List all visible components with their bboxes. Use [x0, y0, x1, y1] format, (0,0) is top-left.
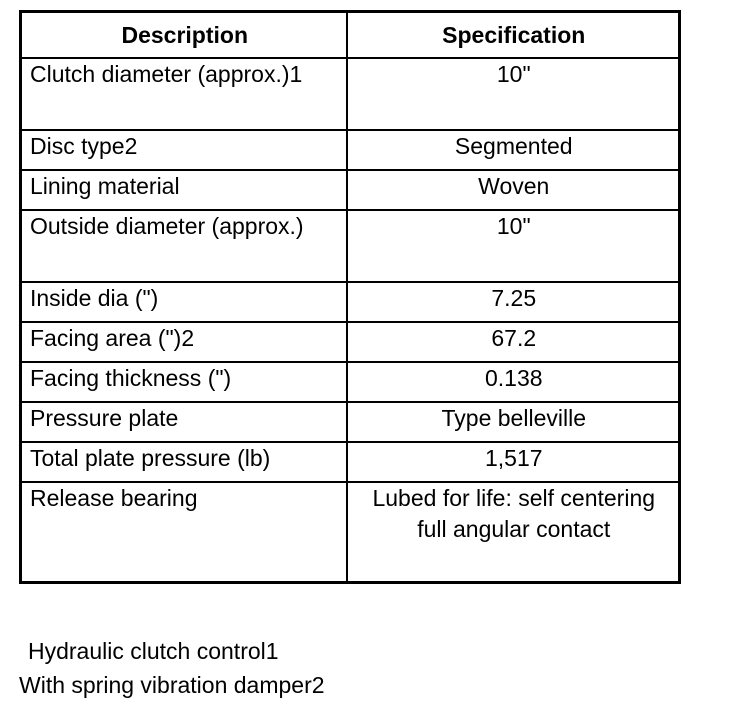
table-row	[21, 58, 680, 130]
specification-cell: Type belleville	[347, 402, 680, 442]
footnotes	[19, 634, 325, 702]
specification-cell: Segmented	[347, 130, 680, 170]
table-row	[21, 210, 680, 282]
description-cell: Outside diameter (approx.)	[21, 210, 347, 282]
specification-cell: 0.138	[347, 362, 680, 402]
footnote-hydraulic-clutch: Hydraulic clutch control1	[28, 638, 279, 664]
table-row	[21, 402, 680, 442]
footnote-spring-damper: With spring vibration damper2	[19, 672, 325, 698]
description-cell: Clutch diameter (approx.)1	[21, 58, 347, 130]
table-row	[21, 130, 680, 170]
specification-column-header: Specification	[347, 12, 680, 59]
description-cell: Facing area (")2	[21, 322, 347, 362]
description-cell: Lining material	[21, 170, 347, 210]
table-row	[21, 282, 680, 322]
description-cell: Pressure plate	[21, 402, 347, 442]
table-row	[21, 482, 680, 582]
specification-cell: 1,517	[347, 442, 680, 482]
specification-cell: 10"	[347, 58, 680, 130]
specification-cell: 67.2	[347, 322, 680, 362]
specification-cell: 10"	[347, 210, 680, 282]
specification-cell: Lubed for life: self centering full angular contact	[347, 482, 680, 582]
specifications-table	[19, 10, 681, 584]
description-cell: Disc type2	[21, 130, 347, 170]
specification-cell: 7.25	[347, 282, 680, 322]
table-row	[21, 322, 680, 362]
description-cell: Total plate pressure (lb)	[21, 442, 347, 482]
description-cell: Facing thickness (")	[21, 362, 347, 402]
table-row	[21, 442, 680, 482]
table-row	[21, 362, 680, 402]
description-cell: Release bearing	[21, 482, 347, 582]
table-row	[21, 170, 680, 210]
description-column-header: Description	[21, 12, 347, 59]
description-cell: Inside dia (")	[21, 282, 347, 322]
table-header-row	[21, 12, 680, 59]
specification-cell: Woven	[347, 170, 680, 210]
